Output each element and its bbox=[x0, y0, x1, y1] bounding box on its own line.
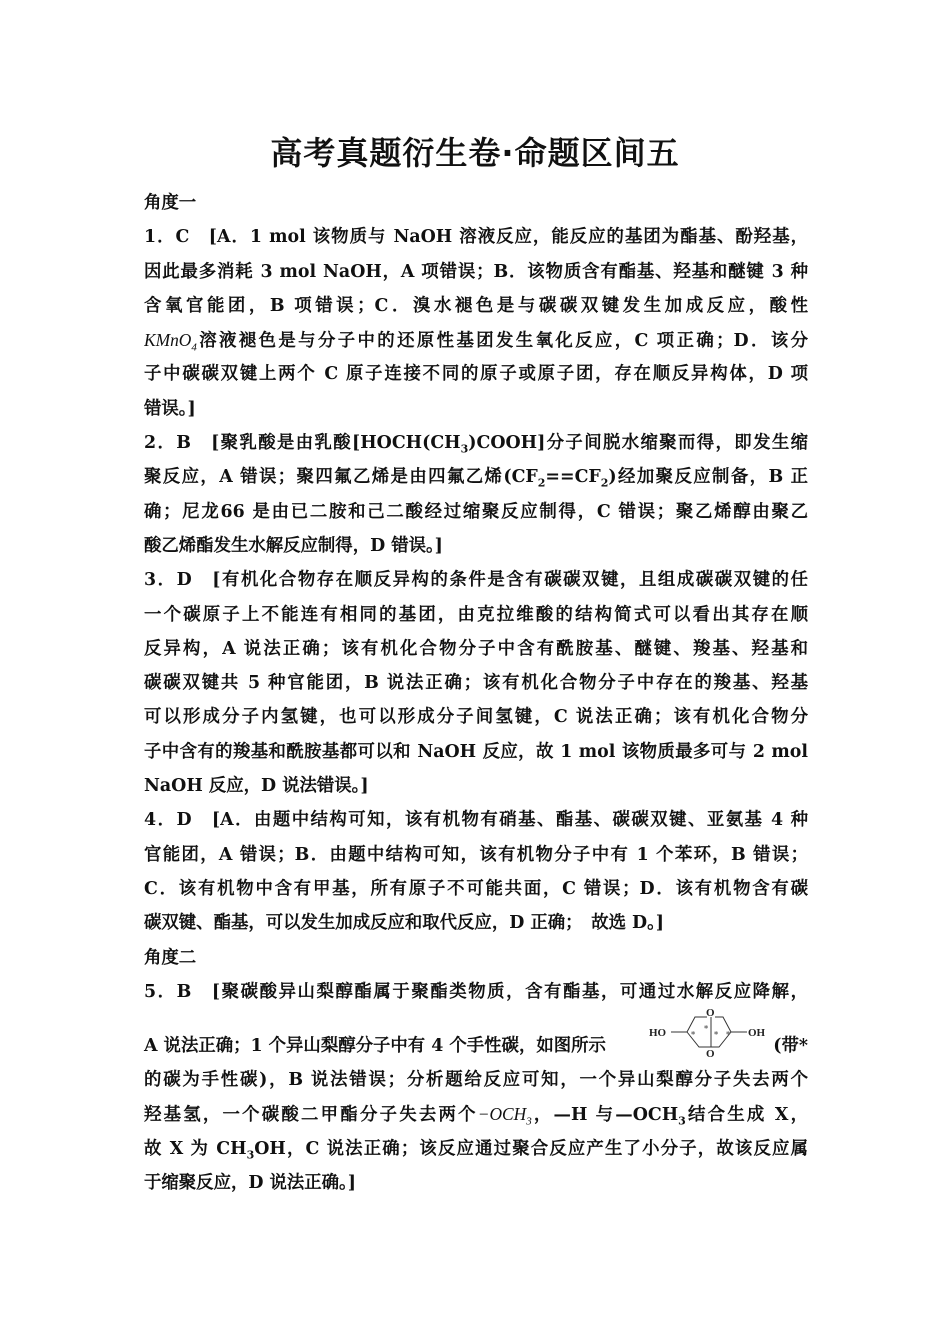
q2-line-1-sub: 3 bbox=[460, 442, 469, 456]
q2-line-1 bbox=[144, 426, 808, 460]
q5-line-5-b: OH，C 说法正确；该反应通过聚合反应产生了小分子，故该反应属 bbox=[254, 1138, 808, 1159]
chiral-star-4: * bbox=[726, 1029, 731, 1040]
mol-o-top: O bbox=[706, 1007, 715, 1020]
q5-line-3: 的碳为手性碳)，B 说法错误；分析题给反应可知，一个异山梨醇分子失去两个 bbox=[144, 1070, 808, 1091]
q1-line-2: 因此最多消耗 3 mol NaOH，A 项错误；B．该物质含有酯基、羟基和醚键 3 种 bbox=[144, 261, 808, 282]
q4-line-4: 碳双键、酯基，可以发生加成反应和取代反应，D 正确； 故选 D。] bbox=[144, 913, 665, 934]
q5-line-4-c: 结合生成 X， bbox=[685, 1105, 808, 1126]
section-heading-2: 角度二 bbox=[144, 947, 197, 968]
q2-line-2 bbox=[144, 460, 808, 494]
q4-line-2: 官能团，A 错误；B．由题中结构可知，该有机物分子中有 1 个苯环，B 错误； bbox=[144, 844, 808, 865]
q3-line-2: 一个碳原子上不能连有相同的基团，由克拉维酸的结构简式可以看出其存在顺 bbox=[144, 604, 808, 625]
och3-formula: −OCH bbox=[477, 1104, 527, 1125]
q2-line-2-b: ==CF bbox=[545, 467, 601, 488]
chiral-star-3: * bbox=[714, 1029, 719, 1040]
q1-line-4 bbox=[144, 323, 808, 357]
mol-ho-label: HO bbox=[649, 1027, 667, 1040]
q5-line-2 bbox=[144, 1009, 808, 1063]
q2-line-1-a: 2．B [聚乳酸是由乳酸[HOCH(CH bbox=[144, 433, 461, 454]
q3-line-3: 反异构，A 说法正确；该有机化合物分子中含有酰胺基、醚键、羧基、羟基和 bbox=[144, 638, 808, 659]
q2-line-1-b: )COOH]分子间脱水缩聚而得，即发生缩 bbox=[468, 433, 808, 454]
q5-line-2-text: A 说法正确；1 个异山梨醇分子中有 4 个手性碳，如图所示 bbox=[144, 1035, 606, 1056]
q5-line-4-b: ，—H 与—OCH bbox=[531, 1105, 679, 1126]
q2-line-2-c: )经加聚反应制备，B 正 bbox=[608, 467, 808, 488]
q1-line-3: 含氧官能团，B 项错误；C．溴水褪色是与碳碳双键发生加成反应，酸性 bbox=[144, 295, 808, 316]
q5-line-6: 于缩聚反应，D 说法正确。] bbox=[144, 1173, 356, 1194]
q2-line-3: 确；尼龙66 是由已二胺和己二酸经过缩聚反应制得，C 错误；聚乙烯醇由聚乙 bbox=[144, 501, 808, 522]
q5-line-4-a: 羟基氢，一个碳酸二甲酯分子失去两个 bbox=[144, 1105, 478, 1126]
mol-oh-label: OH bbox=[748, 1027, 766, 1040]
mol-o-bottom: O bbox=[706, 1048, 715, 1061]
page-title: 高考真题衍生卷·命题区间五 bbox=[270, 134, 680, 172]
q5-line-5 bbox=[144, 1132, 808, 1166]
q5-line-4-sub2: 3 bbox=[678, 1114, 686, 1128]
q1-line-6: 错误。] bbox=[144, 398, 196, 419]
q3-line-1: 3．D [有机化合物存在顺反异构的条件是含有碳碳双键，且组成碳碳双键的任 bbox=[144, 570, 808, 591]
q5-line-5-a: 故 X 为 CH bbox=[144, 1138, 247, 1159]
q2-line-2-sub2: 2 bbox=[600, 476, 609, 490]
och3-subscript: 3 bbox=[526, 1115, 532, 1128]
chiral-star-2: * bbox=[704, 1023, 709, 1034]
q1-line-4-text: 溶液褪色是与分子中的还原性基团发生氧化反应，C 项正确；D．该分 bbox=[196, 331, 808, 352]
q3-line-7: NaOH 反应，D 说法错误。] bbox=[144, 776, 369, 797]
section-heading-1: 角度一 bbox=[144, 193, 197, 213]
q2-line-2-a: 聚反应，A 错误；聚四氟乙烯是由四氟乙烯(CF bbox=[144, 467, 538, 488]
q2-line-2-sub1: 2 bbox=[537, 476, 546, 490]
q4-line-1: 4．D [A．由题中结构可知，该有机物有硝基、酯基、碳碳双键、亚氨基 4 种 bbox=[144, 810, 808, 831]
q1-line-5: 子中碳碳双键上两个 C 原子连接不同的原子或原子团，存在顺反异构体，D 项 bbox=[144, 364, 808, 385]
q5-line-1: 5．B [聚碳酸异山梨醇酯属于聚酯类物质，含有酯基，可通过水解反应降解， bbox=[144, 981, 808, 1002]
kmno4-formula: KMnO bbox=[144, 330, 192, 351]
q3-line-6: 子中含有的羧基和酰胺基都可以和 NaOH 反应，故 1 mol 该物质最多可与 2 mol bbox=[144, 741, 808, 762]
q4-line-3: C．该有机物中含有甲基，所有原子不可能共面，C 错误；D．该有机物含有碳 bbox=[144, 878, 808, 899]
q2-line-4: 酸乙烯酯发生水解反应制得，D 错误。] bbox=[144, 535, 443, 556]
q1-line-1: 1．C [A．1 mol 该物质与 NaOH 溶液反应，能反应的基团为酯基、酚羟基， bbox=[144, 227, 808, 248]
q3-line-4: 碳碳双键共 5 种官能团，B 说法正确；该有机化合物分子中存在的羧基、羟基 bbox=[144, 673, 808, 694]
q5-line-4 bbox=[144, 1097, 808, 1131]
isosorbide-structure-diagram bbox=[649, 1007, 769, 1063]
answer-body bbox=[144, 186, 808, 1200]
kmno4-subscript: 4 bbox=[191, 341, 197, 354]
q5-line-2-tail: (带* bbox=[773, 1035, 808, 1056]
chiral-star-1: * bbox=[691, 1029, 696, 1040]
q3-line-5: 可以形成分子内氢键，也可以形成分子间氢键，C 说法正确；该有机化合物分 bbox=[144, 707, 808, 728]
q5-line-5-sub: 3 bbox=[246, 1148, 255, 1162]
